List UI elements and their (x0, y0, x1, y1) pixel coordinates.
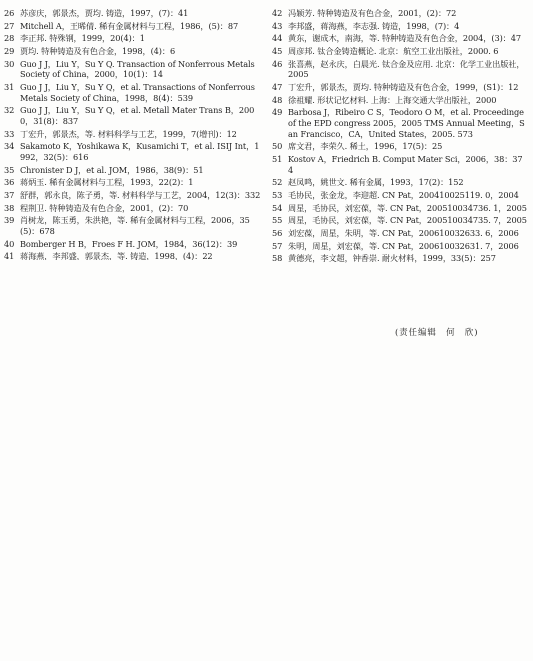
reference-text: 舒群，郭永良，陈子勇，等. 材料科学与工艺，2004，12(3)：332 (20, 189, 261, 200)
reference-text: 赵凤鸣，姚世文. 稀有金属，1993，17(2)：152 (288, 177, 464, 188)
reference-text: 毛协民，张金龙，李迎超. CN Pat，200410025119. 0，2004 (288, 189, 519, 200)
reference-text: 丁宏升，郭景杰，贾均. 特种铸造及有色合金，1999，(S1)：12 (288, 82, 519, 93)
reference-item (272, 228, 527, 239)
reference-item (272, 177, 527, 188)
reference-number: 41 (4, 251, 15, 261)
reference-item (272, 95, 527, 106)
reference-number: 56 (272, 228, 283, 238)
reference-number: 34 (4, 141, 15, 152)
reference-item (4, 239, 262, 250)
reference-text: 丁宏升，郭景杰，等. 材料科学与工艺，1999，7(增刊)：12 (20, 128, 237, 139)
reference-item (272, 241, 527, 252)
reference-number: 37 (4, 189, 15, 200)
reference-text: 周星，毛协民，刘宏葆，等. CN Pat，200510034736. 1，2005 (288, 202, 527, 213)
reference-item (272, 8, 527, 19)
reference-item (4, 33, 262, 44)
reference-text: Mitchell A，王晞倩. 稀有金属材料与工程，1986，(5)：87 (20, 20, 239, 31)
reference-text: Chronister D J，et al. JOM，1986，38(9)：51 (20, 164, 204, 175)
reference-number: 38 (4, 202, 15, 213)
reference-number: 31 (4, 82, 15, 93)
reference-item (4, 105, 262, 126)
reference-item (272, 141, 527, 152)
reference-item (4, 46, 262, 57)
reference-item (272, 154, 527, 175)
reference-text: 李正邦. 特殊钢，1999，20(4)：1 (20, 33, 145, 44)
reference-number: 54 (272, 202, 283, 213)
reference-number: 57 (272, 240, 283, 251)
reference-text: Bomberger H B，Froes F H. JOM，1984，36(12)：39 (20, 238, 238, 249)
reference-number: 28 (4, 33, 15, 44)
reference-item (4, 8, 262, 19)
reference-number: 40 (4, 238, 15, 249)
reference-item (4, 21, 262, 32)
reference-item (272, 82, 527, 93)
reference-text: 肖树龙，陈玉勇，朱洪艳，等. 稀有金属材料与工程，2006，35(5)：678 (20, 215, 250, 236)
reference-number: 26 (4, 8, 15, 18)
reference-number: 44 (272, 33, 283, 44)
reference-text: Sakamoto K，Yoshikawa K，Kusamichi T，et al. ISIJ Int，1992，32(5)：616 (20, 141, 260, 162)
reference-item (4, 251, 262, 260)
reference-text: 贾均. 特种铸造及有色合金，1998，(4)：6 (20, 46, 176, 57)
editor-note: (责任编辑 何 欣) (395, 327, 479, 337)
reference-text: 蒋炳玉. 稀有金属材料与工程，1993，22(2)：1 (20, 177, 194, 188)
reference-item (272, 33, 527, 44)
reference-text: 冯颖芳. 特种铸造及有色合金，2001，(2)：72 (288, 8, 457, 18)
references-right-column (272, 8, 527, 266)
reference-number: 43 (272, 20, 283, 31)
reference-number: 46 (272, 58, 283, 69)
reference-item (4, 82, 262, 103)
reference-text: 朱明，周星，刘宏葆，等. CN Pat，200610032631. 7，2006 (288, 240, 519, 251)
reference-number: 33 (4, 128, 15, 139)
reference-item (4, 165, 262, 176)
reference-number: 27 (4, 20, 15, 31)
reference-number: 52 (272, 177, 283, 188)
reference-number: 29 (4, 46, 15, 57)
reference-text: 席文君，李荣久. 稀土，1996，17(5)：25 (288, 141, 443, 152)
reference-number: 36 (4, 177, 15, 188)
reference-number: 51 (272, 153, 283, 164)
reference-item (272, 59, 527, 80)
reference-item (272, 107, 527, 139)
reference-item (272, 190, 527, 201)
reference-text: 程荆卫. 特种铸造及有色合金，2001，(2)：70 (20, 202, 189, 213)
reference-item (4, 190, 262, 201)
reference-item (272, 203, 527, 214)
reference-number: 47 (272, 82, 283, 93)
reference-number: 32 (4, 105, 15, 116)
reference-text: Kostov A，Friedrich B. Comput Mater Sci，2006，38：374 (288, 153, 523, 175)
reference-text: 黄德亮，李文超，钟香崇. 耐火材料，1999，33(5)：257 (288, 253, 496, 264)
reference-text: Guo J J，Liu Y，Su Y Q，et al. Metall Mater Trans B，2000，31(8)：837 (20, 105, 255, 126)
reference-item (4, 203, 262, 214)
reference-text: 周彦邦. 钛合金铸造概论. 北京：航空工业出版社，2000. 6 (288, 46, 499, 57)
reference-text: 张喜燕，赵永庆，白晨光. 钛合金及应用. 北京：化学工业出版社，2005 (288, 58, 525, 80)
reference-text: 刘宏葆，周星，朱明，等. CN Pat，200610032633. 6，2006 (288, 228, 519, 238)
reference-number: 35 (4, 164, 15, 175)
reference-text: Guo J J，Liu Y，Su Y Q. Transaction of Nonferrous Metals Society of China，2000，10(1)：14 (20, 58, 255, 80)
reference-text: Guo J J，Liu Y，Su Y Q，et al. Transactions of Nonferrous Metals Society of China，1998，8(4)：539 (20, 82, 255, 103)
reference-text: 黄东，谢成木，南海，等. 特种铸造及有色合金，2004，(3)：47 (288, 33, 521, 44)
reference-number: 42 (272, 8, 283, 18)
reference-item (4, 215, 262, 236)
reference-text: 蒋海燕，李邦盛，郭景杰，等. 铸造，1998，(4)：22 (20, 251, 213, 261)
reference-item (4, 129, 262, 140)
reference-text: 李邦盛，蒋海燕，李志强. 铸造，1998，(7)：4 (288, 20, 460, 31)
reference-number: 30 (4, 58, 15, 69)
reference-number: 45 (272, 46, 283, 57)
reference-text: 苏彦庆，郭景杰，贾均. 铸造，1997，(7)：41 (20, 8, 189, 18)
reference-number: 50 (272, 141, 283, 152)
reference-item (4, 59, 262, 80)
reference-text: Barbosa J，Ribeiro C S，Teodoro O M，et al. Proceedinge of the EPD congress 2005，2005 TMS Annual Meeting，San Francisco，CA，United States，2005. 573 (288, 107, 525, 139)
reference-number: 49 (272, 107, 283, 118)
reference-item (4, 177, 262, 188)
reference-number: 48 (272, 94, 283, 105)
reference-item (272, 21, 527, 32)
reference-item (272, 253, 527, 264)
reference-item (272, 215, 527, 226)
reference-number: 58 (272, 253, 283, 264)
references-left-column (4, 8, 262, 262)
reference-text: 徐祖耀. 形状记忆材料. 上海：上海交通大学出版社，2000 (288, 94, 497, 105)
reference-item (272, 46, 527, 57)
reference-number: 55 (272, 215, 283, 226)
reference-number: 39 (4, 215, 15, 226)
reference-item (4, 141, 262, 162)
reference-text: 周星，毛协民，刘宏葆，等. CN Pat，200510034735. 7，2005 (288, 215, 527, 226)
reference-number: 53 (272, 189, 283, 200)
